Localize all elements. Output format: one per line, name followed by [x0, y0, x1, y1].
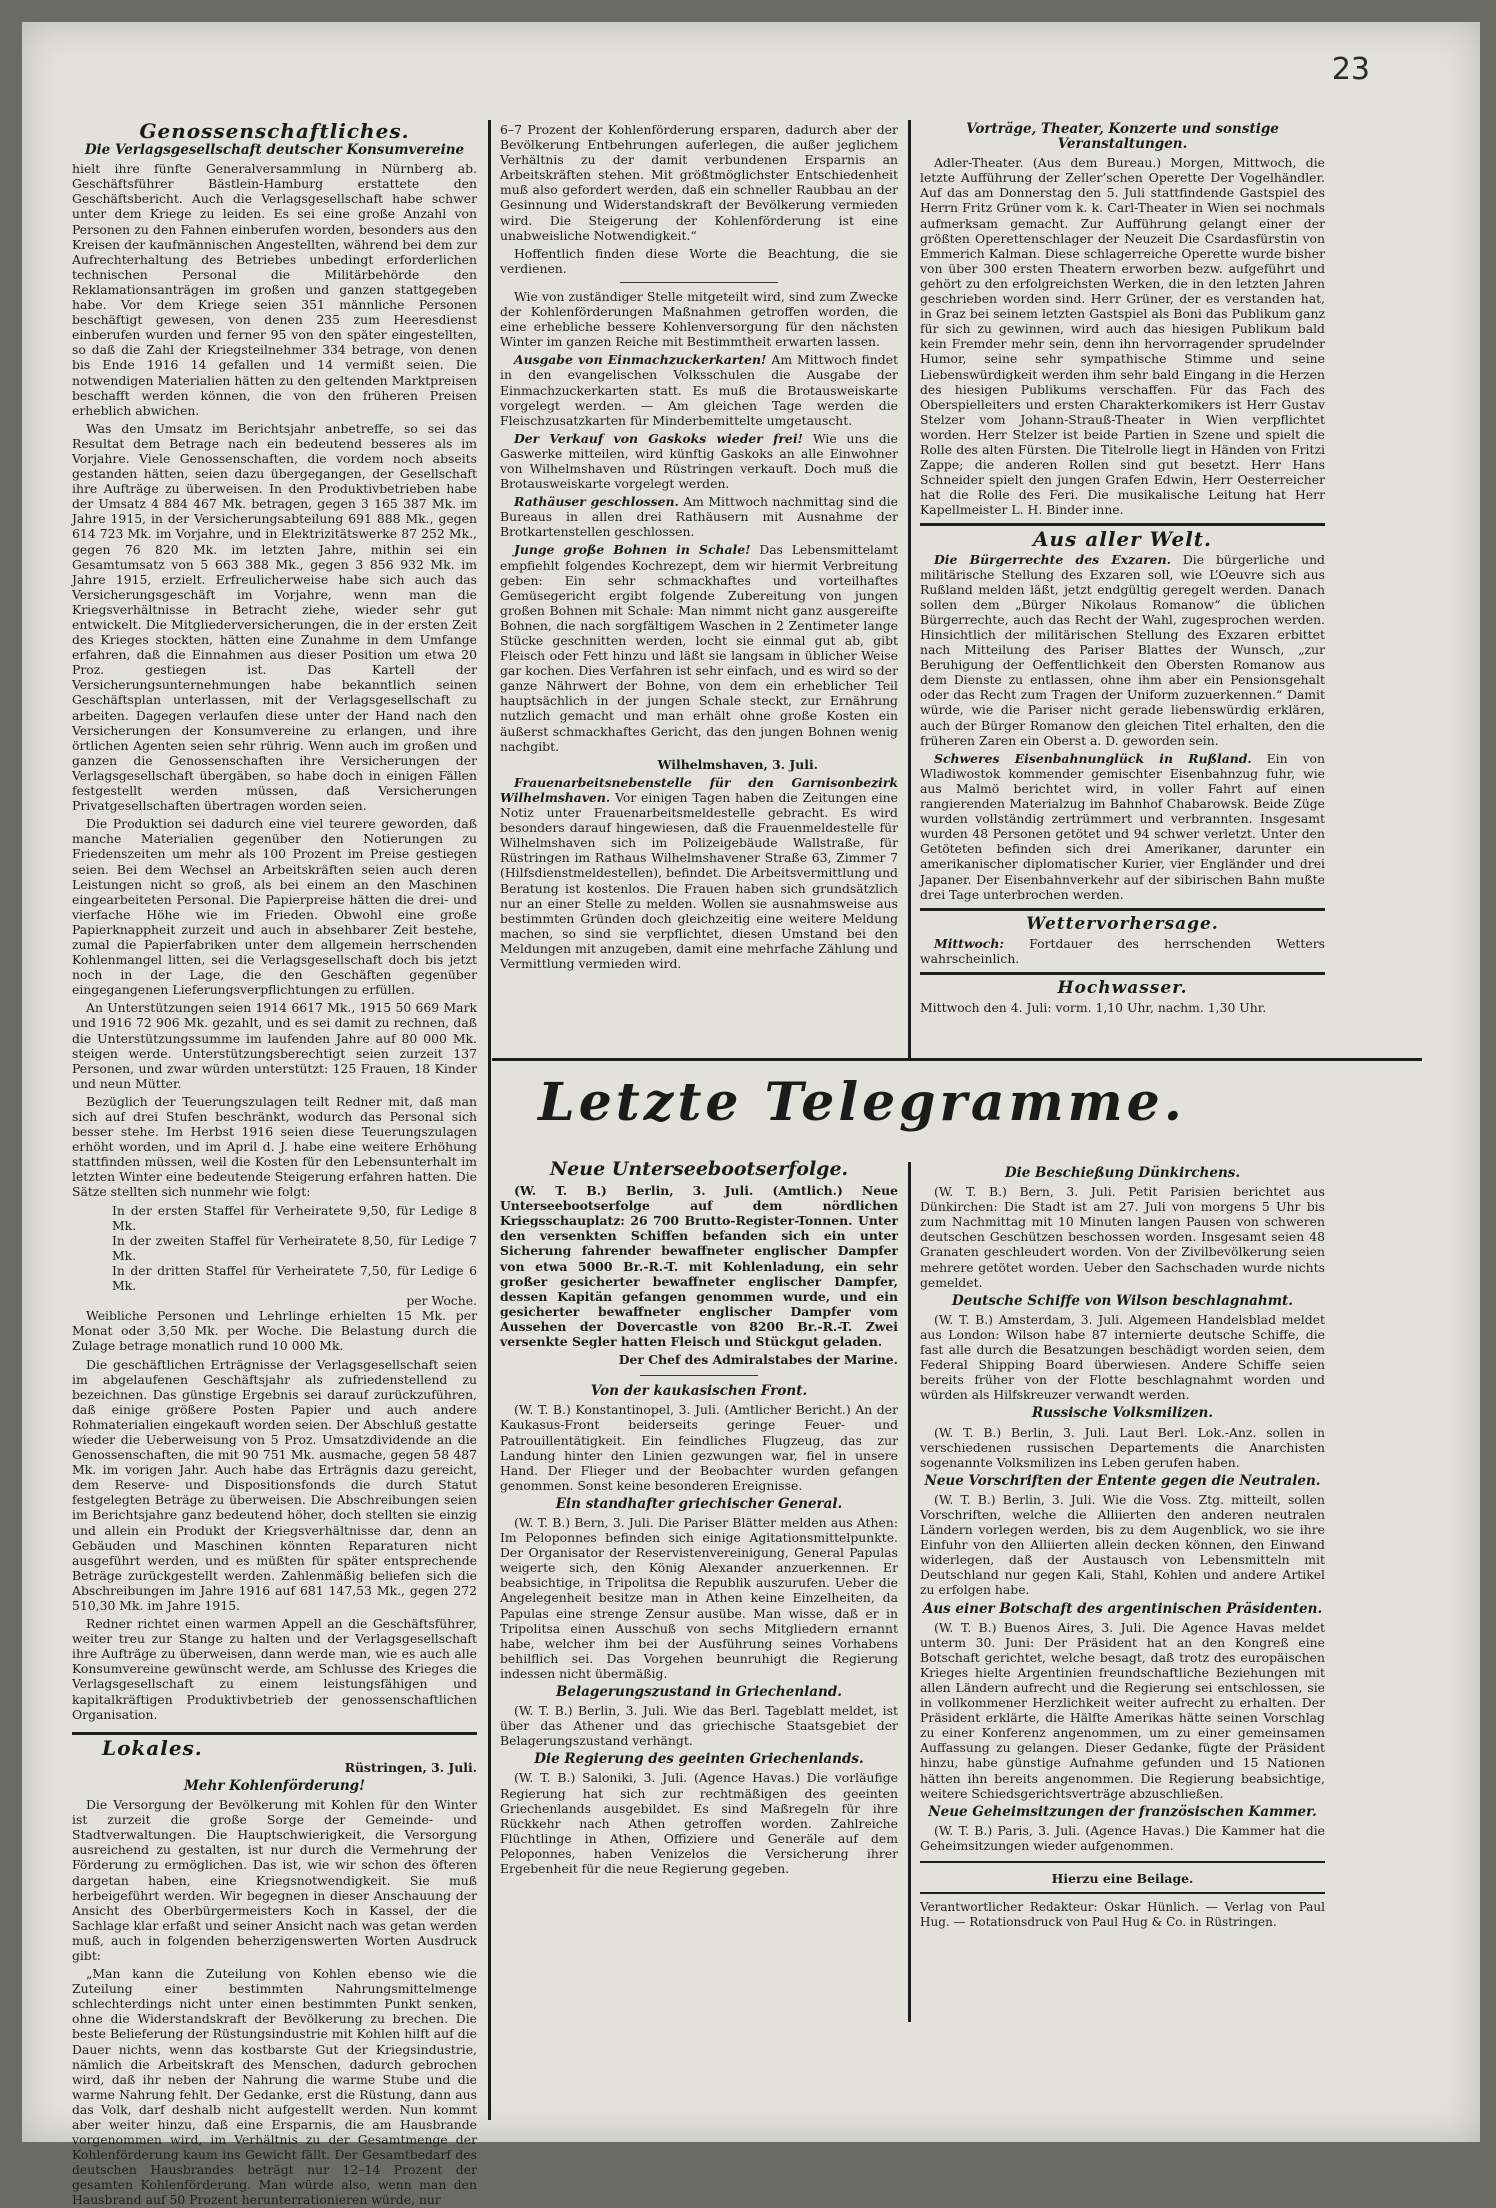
article-heading-geheimsitzungen: Neue Geheimsitzungen der französischen Kammer. [928, 1803, 1317, 1820]
article-paragraph: Bezüglich der Teuerungszulagen teilt Redner mit, daß man sich auf drei Stufen beschränkt, wodurch das Personal sich besser stehe. Im Herbst 1916 seien diese Teuerungszulagen erhöht worden, und im April d. J. habe eine weitere Erhöhung stattfinden müssen, weil die Kosten für den Lebensunterhalt im letzten Winter eine bedeutende Steigerung erfahren hatten. Die Sätze stellten sich nunmehr wie folgt: [72, 1093, 477, 1200]
article-heading-belagerung: Belagerungszustand in Griechenland. [556, 1684, 842, 1700]
section-rule [920, 1861, 1325, 1863]
notice-text: Ein von Wladiwostok kommender gemischter Eisenbahnzug fuhr, wie aus Malmö berichtet wird, in voller Fahrt auf einen rangierenden Materialzug im Bahnhof Chabarowsk. Beide Züge wurden vollständig zertrümmert und verbrannten. Insgesamt wurden 48 Personen getötet und 94 schwer verletzt. Unter den Getöteten befinden sich drei Amerikaner, darunter ein amerikanischer diplomatischer Kurier, vier Engländer und drei Japaner. Der Eisenbahnverkehr auf der sibirischen Bahn mußte drei Tage unterbrochen werden. [920, 750, 1325, 902]
weather-lead: Mittwoch: [934, 935, 1004, 951]
notice-text: Am Mittwoch findet in den evangelischen Volksschulen die Ausgabe der Einmachzuckerkarten statt. Es muß die Brotausweiskarte vorgelegt werden. — Am gleichen Tage werden die Fleischzusatzkarten für Minderbemittelte umgetauscht. [500, 352, 898, 428]
weather-forecast [920, 936, 1325, 966]
article-heading-regierung: Die Regierung des geeinten Griechenlands. [534, 1751, 864, 1768]
short-divider [640, 1375, 758, 1376]
article-eisenbahnunglueck [920, 751, 1325, 902]
article-paragraph: Was den Umsatz im Berichtsjahr anbetreffe, so sei das Resultat dem Betrage nach ein bedeutend besseres als im Vorjahre. Viele Genossenschaften, die vordem noch abseits gestanden hätten, seien dazu übergegangen, der Gesellschaft ihre Aufträge zu überweisen. In den Produktivbetrieben habe der Umsatz 4 884 467 Mk. betragen, gegen 3 165 387 Mk. im Jahre 1915, in der Versicherungsabteilung 691 888 Mk., gegen 614 723 Mk. im Vorjahre, und in Elektrizitätswerke 87 252 Mk., gegen 76 820 Mk. im letzten Jahre, mithin sei ein Gesamtumsatz von 5 663 388 Mk., gegen 3 856 932 Mk. im Jahre 1915, erzielt. Erfreulicherweise habe sich auch das Versicherungsgeschäft im Vorjahre, wenn man die Kriegsverhältnisse in Betracht ziehe, wieder sehr gut entwickelt. Die Mitgliederversicherungen, die in der ersten Zeit des Krieges stockten, hätten eine Zunahme in dem Umfange erfahren, daß die Einnahmen aus dieser Position um etwa 20 Proz. gestiegen ist. Das Kartell der Versicherungsunternehmungen habe bekanntlich seinen Geschäftsplan unterlassen, mit der Verlagsgesellschaft zu arbeiten. Dagegen verlaufen diese unter der Hand nach den Versicherungen der Konsumvereine zu erlangen, und ihre örtlichen Agenten seien sehr rührig. Wenn auch im großen und ganzen die Genossenschaften ihre Versicherungen der Verlagsgesellschaft übergäben, so habe doch in einigen Fällen festgestellt werden müssen, daß Versicherungen Privatgesellschaften übertragen worden seien. [72, 420, 477, 814]
hochwasser-times: Mittwoch den 4. Juli: vorm. 1,10 Uhr, nachm. 1,30 Uhr. [920, 1000, 1267, 1016]
section-rule [920, 908, 1325, 911]
notice-text: Das Lebensmittelamt empfiehlt folgendes Kochrezept, dem wir hiermit Verbreitung geben: Ein sehr schmackhaftes und vorteilhaftes Gemüsegericht ergibt folgende Zubereitung von jungen großen Bohnen mit Schale: Man nimmt nicht ganz ausgereifte Bohnen, die nach sorgfältigem Waschen in 2 Zentimeter lange Stücke geschnitten werden, locht sie einmal gut ab, gibt Fleisch oder Fett hinzu und läßt sie langsam in üblicher Weise gar kochen. Dies Verfahren ist sehr einfach, und es wird so der ganze Nährwert der Bohne, von dem ein erheblicher Teil hauptsächlich in der jungen Schale steckt, zur Ernährung nutzlich gemacht und man erhält ohne große Kosten ein äußerst schmackhaftes Gericht, das den jungen Bohnen wenig nachgibt. [500, 542, 898, 754]
page-number: 23 [1331, 52, 1370, 87]
notice-bohnen [500, 542, 898, 753]
newspaper-page [22, 22, 1480, 2208]
column-1 [72, 119, 477, 2208]
article-paragraph: Wie von zuständiger Stelle mitgeteilt wird, sind zum Zwecke der Kohlenförderungen Maßnahmen getroffen worden, die eine erhebliche bessere Kohlenversorgung für den nächsten Winter im ganzen Reiche mit Bestimmtheit erwarten lassen. [500, 288, 898, 350]
article-heading-unterseeboote: Neue Unterseebootserfolge. [549, 1158, 849, 1180]
notice-lead: Rathäuser geschlossen. [514, 494, 679, 510]
staffel-line: In der dritten Staffel für Verheiratete 7,50, für Ledige 6 Mk. [112, 1262, 477, 1294]
column-3 [920, 122, 1325, 1057]
notice-lead: Die Bürgerrechte des Exzaren. [934, 551, 1171, 567]
article-paragraph: Hoffentlich finden diese Worte die Beachtung, die sie verdienen. [500, 245, 898, 276]
short-divider [620, 282, 778, 283]
dateline: Wilhelmshaven, 3. Juli. [657, 756, 818, 772]
column-rule-1 [488, 120, 491, 1060]
notice-rathaus [500, 494, 898, 539]
article-heading-argentinien: Aus einer Botschaft des argentinischen Präsidenten. [922, 1600, 1323, 1617]
section-heading-genossenschaft: Genossenschaftliches. [139, 119, 410, 143]
telegramme-top-rule [492, 1058, 1422, 1061]
article-paragraph: Die Produktion sei dadurch eine viel teurere geworden, daß manche Materialien gegenüber den Notierungen zu Friedenszeiten um mehr als 100 Prozent im Preise gestiegen seien. Bei dem Wechsel an Arbeitskräften seien auch deren Leistungen nicht so groß, als bei einem an den Maschinen eingearbeiteten Personal. Die Papierpreise hätten die drei- und vierfache Höhe wie im Frieden. Obwohl eine große Papierknappheit zurzeit und auch in absehbarer Zeit bestehe, zumal die Papierfabriken unter dem allgemein herrschenden Kohlenmangel litten, sei die Verlagsgesellschaft doch bis jetzt noch in der Lage, die den Geschäften gegenüber eingegangenen Lieferungsverpflichtungen zu erfüllen. [72, 816, 477, 998]
staffel-line: In der zweiten Staffel für Verheiratete 8,50, für Ledige 7 Mk. [112, 1232, 477, 1263]
telegramme-right-column [920, 1162, 1325, 2102]
article-heading-duenkirchen: Die Beschießung Dünkirchens. [1004, 1165, 1241, 1181]
article-paragraph: (W. T. B.) Amsterdam, 3. Juli. Algemeen Handelsblad meldet aus London: Wilson habe 87 internierte deutsche Schiffe, die fast alle durch die Besatzungen beschädigt worden seien, dem Federal Shipping Board überwiesen. Andere Schiffe seien bereits früher von der Flotte beschlagnahmt worden und würden als Hilfskreuzer verwandt werden. [920, 1311, 1325, 1403]
dateline: Rüstringen, 3. Juli. [344, 1759, 477, 1775]
article-paragraph: (W. T. B.) Paris, 3. Juli. (Agence Havas.) Die Kammer hat die Geheimsitzungen wieder aufgenommen. [920, 1822, 1325, 1853]
imprint: Verantwortlicher Redakteur: Oskar Hünlich. — Verlag von Paul Hug. — Rotationsdruck von Paul Hug & Co. in Rüstringen. [920, 1900, 1325, 1930]
notice-text: Vor einigen Tagen haben die Zeitungen eine Notiz unter Frauenarbeitsmeldestelle gebracht. Es wird besonders darauf hingewiesen, daß die Frauenmeldestelle für Wilhelmshaven sich im Polizeigebäude Wallstraße, für Rüstringen im Rathaus Wilhelmshavener Straße 63, Zimmer 7 (Hilfsdienstmeldestellen), befindet. Die Arbeitsvermittlung und Beratung ist kostenlos. Die Frauen haben sich grundsätzlich nur an einer Stelle zu melden. Wollen sie ausnahmsweise aus bestimmten Gründen doch gleichzeitig eine weitere Meldung machen, so sind sie verpflichtet, diesen Umstand bei den Meldungen mit anzugeben, damit eine mehrfache Zählung und Vermittlung vermieden wird. [500, 789, 898, 971]
article-paragraph: Adler-Theater. (Aus dem Bureau.) Morgen, Mittwoch, die letzte Aufführung der Zeller’schen Operette Der Vogelhändler. Auf das am Donnerstag den 5. Juli stattfindende Gastspiel des Herrn Fritz Grüner vom k. k. Carl-Theater in Wien sei nochmals aufmerksam gemacht. Zur Aufführung gelangt einer der größten Operettenschlager der Neuzeit Die Csardasfürstin von Emmerich Kalman. Diese schlagerreiche Operette wurde bisher von über 300 ersten Theatern erworben bezw. aufgeführt und gehört zu den erfolgreichsten Werken, die in den letzten Jahren geschrieben worden sind. Herr Grüner, der es verstanden hat, in Graz bei seinem letzten Gastspiel als Boni das Publikum ganz für sich zu gewinnen, wird auch das hiesigen Publikum bald kein Fremder mehr sein, denn ihn hervorragender sprudelnder Humor, seine sehr sympathische Stimme und seine Liebenswürdigkeit werden ihm sehr bald Eingang in die Herzen des hiesigen Publikums verschaffen. Für das Fach des Oberspielleiters und ersten Charakterkomikers ist Herr Gustav Stelzer vom Johann-Strauß-Theater in Wien verpflichtet worden. Herr Stelzer ist beide Partien in Szene und spielt die Rolle des alten Fürsten. Die Titelrolle liegt in Händen von Fritzi Zappe; die anderen Rollen sind gut besetzt. Herr Hans Schneider spielt den jungen Grafen Edwin, Herr Oesterreicher hat die Rolle des Feri. Die musikalische Leitung hat Herr Kapellmeister L. H. Binder inne. [920, 155, 1325, 518]
notice-einmachzucker [500, 352, 898, 427]
column-rule-1b [488, 1060, 491, 2120]
beilage-note: Hierzu eine Beilage. [1051, 1871, 1194, 1887]
notice-lead: Schweres Eisenbahnunglück in Rußland. [934, 750, 1252, 766]
article-signature: Der Chef des Admiralstabes der Marine. [618, 1352, 898, 1368]
notice-lead: Junge große Bohnen in Schale! [514, 542, 751, 558]
article-paragraph: (W. T. B.) Berlin, 3. Juli. (Amtlich.) Neue Unterseebootserfolge auf dem nördlichen Kriegsschauplatz: 26 700 Brutto-Register-Tonnen. Unter den versenkten Schiffen befanden sich ein unter Sicherung fahrender bewaffneter englischer Dampfer von etwa 5000 Br.-R.-T. mit Kohlenladung, ein sehr großer gesicherter bewaffneter englischer Dampfer, dessen Kapitän gefangen genommen wurde, und ein gesicherter bewaffneter englischer Dampfer vom Aussehen der Dovercastle von 8200 Br.-R.-T. Zwei versenkte Segler hatten Fleisch und Stückgut geladen. [500, 1183, 898, 1350]
notice-text: Wie uns die Gaswerke mitteilen, wird künftig Gaskoks an alle Einwohner von Wilhelmshaven und Rüstringen verkauft. Doch muß die Brotausweiskarte vorgelegt werden. [500, 430, 898, 492]
article-paragraph: Die geschäftlichen Erträgnisse der Verlagsgesellschaft seien im abgelaufenen Geschäftsjahr als zufriedenstellend zu bezeichnen. Das günstige Ergebnis sei darauf zurückzuführen, daß einige größere Posten Papier und auch andere Rohmaterialien eingekauft worden seien. Der Abschluß gestatte wieder die Ueberweisung von 5 Proz. Umsatzdividende an die Genossenschaften, die mit 90 751 Mk. ausmache, gegen 58 487 Mk. im vorigen Jahr. Auch habe das Erträgnis dazu gereicht, dem Reserve- und Dispositionsfonds die durch Statut festgelegten Beträge zu überweisen. Die Abschreibungen seien im Berichtsjahre ganz bedeutend höher, doch stellten sie einzig und allein ein Produkt der Kriegsverhältnisse dar, denn an Gebäuden und Maschinen könnten Reparaturen nicht ausgeführt werden, und es müßten für später entsprechende Beträge zurückgestellt werden. Zahlenmäßig beliefen sich die Abschreibungen im Jahre 1916 auf 681 147,53 Mk., gegen 272 510,30 Mk. im Jahre 1915. [72, 1356, 477, 1613]
column-rule-2 [908, 120, 911, 1060]
section-heading-hochwasser: Hochwasser. [1057, 977, 1188, 998]
notice-lead: Der Verkauf von Gaskoks wieder frei! [514, 430, 803, 446]
notice-lead: Frauenarbeitsnebenstelle für den Garnisonbezirk Wilhelmshaven. [500, 774, 898, 805]
article-paragraph: (W. T. B.) Berlin, 3. Juli. Laut Berl. Lok.-Anz. sollen in verschiedenen russischen Departements die Anarchisten sogenannte Volksmilizen ins Leben gerufen haben. [920, 1424, 1325, 1470]
column-rule-3 [908, 1162, 911, 2022]
article-paragraph: Weibliche Personen und Lehrlinge erhielten 15 Mk. per Monat oder 3,50 Mk. per Woche. Die Belastung durch die Zulage betrage monatlich rund 10 000 Mk. [72, 1308, 477, 1354]
article-heading-schiffe: Deutsche Schiffe von Wilson beschlagnahmt. [952, 1292, 1293, 1309]
section-rule [920, 972, 1325, 975]
telegramme-title: Letzte Telegramme. [538, 1072, 1186, 1133]
section-heading-wetter: Wettervorhersage. [1026, 913, 1219, 934]
article-heading-general: Ein standhafter griechischer General. [555, 1495, 843, 1512]
staffel-line: In der ersten Staffel für Verheiratete 9,50, für Ledige 8 Mk. [112, 1202, 477, 1233]
section-heading-aus-aller-welt: Aus aller Welt. [1032, 527, 1212, 552]
article-paragraph: (W. T. B.) Berlin, 3. Juli. Wie die Voss. Ztg. mitteilt, sollen Vorschriften, welche die Alliierten den anderen neutralen Ländern vorlegen werden, bis zu dem Augenblick, wo sie ihre Einfuhr von den Alliierten allein decken können, den Einwand widerlegen, daß der Austausch von Lebensmitteln mit Deutschland nur gegen Kali, Stahl, Kohlen und andere Artikel zu erfolgen habe. [920, 1491, 1325, 1598]
article-paragraph: Die Versorgung der Bevölkerung mit Kohlen für den Winter ist zurzeit die große Sorge der Gemeinde- und Stadtverwaltungen. Die Hauptschwierigkeit, die Versorgung ausreichend zu gestalten, ist nur durch die Vermehrung der Förderung zu ermöglichen. Das ist, wie wir schon des öfteren dargetan haben, eine Kriegsnotwendigkeit. Sie muß herbeigeführt werden. Wir begegnen in dieser Anschauung der Ansicht des Oberbürgermeisters Koch in Kassel, der die Sachlage klar erfaßt und seiner Ansicht nach was getan werden muß, auch in folgenden beherzigenswerten Worten Ausdruck gibt: [72, 1797, 477, 1963]
article-paragraph: „Man kann die Zuteilung von Kohlen ebenso wie die Zuteilung einer bestimmten Nahrungsmittelmenge schlechterdings nicht unter einen bestimmten Punkt senken, ohne die Widerstandskraft der Bevölkerung zu brechen. Die beste Belieferung der Rüstungsindustrie mit Kohlen hilft auf die Dauer nichts, wenn das kostbarste Gut der Kriegsindustrie, nämlich die Arbeitskraft des Menschen, dadurch gebrochen wird, daß ihr neben der Nahrung die warme Stube und die warme Nahrung fehlt. Der Gedanke, erst die Rüstung, dann aus das Volk, darf deshalb nicht aufgestellt werden. Nun kommt aber weiter hinzu, daß eine Ersparnis, die am Hausbrande vorgenommen wird, im Verhältnis zu der Gesamtmenge der Kohlenförderung kaum ins Gewicht fällt. Der Gesamtbedarf des deutschen Hausbrandes beträgt nur 12–14 Prozent der gesamten Kohlenförderung. Man würde also, wenn man den Hausbrand auf 50 Prozent herunterrationieren würde, nur [72, 1966, 477, 2208]
article-paragraph: (W. T. B.) Bern, 3. Juli. Die Pariser Blätter melden aus Athen: Im Peloponnes befinden sich einige Agitationsmittelpunkte. Der Organisator der Reservistenvereinigung, General Papulas weigerte sich, den König Alexander anzuerkennen. Er beabsichtige, in Tripolitsa die Republik auszurufen. Ueber die Angelegenheit besitze man in Athen keine Einzelheiten, da Papulas eine strenge Zensur ausübe. Man wisse, daß er in Tripolitsa einen Ausschuß von sechs Mitgliedern ernannt habe, welcher ihm bei der Ausführung seines Vorhabens behilflich sei. Das Vorgehen beunruhigt die Regierung indessen nicht übermäßig. [500, 1514, 898, 1681]
article-paragraph: Redner richtet einen warmen Appell an die Geschäftsführer, weiter treu zur Stange zu halten und der Verlagsgesellschaft ihre Aufträge zu überweisen, dann werde man, wie es auch alle Konsumvereine gewünscht werde, am Schlusse des Krieges die Verlagsgesellschaft zu einem leistungsfähigen und kapitalkräftigen Produktivbetrieb der genossenschaftlichen Organisation. [72, 1616, 477, 1722]
article-heading-kohlenfoerderung: Mehr Kohlenförderung! [183, 1777, 365, 1794]
article-paragraph: 6–7 Prozent der Kohlenförderung ersparen, dadurch aber der Bevölkerung Entbehrungen auferlegen, die außer jeglichem Verhältnis zu der damit verbundenen Ersparnis an Arbeitskräften stehen. Mit größtmöglichster Entschiedenheit muß also gefordert werden, daß ein schneller Raubbau an der Gesinnung und Widerstandskraft der Bevölkerung vermieden wird. Die Steigerung der Kohlenförderung ist eine unabweisliche Notwendigkeit.“ [500, 122, 898, 243]
section-rule [920, 1892, 1325, 1894]
section-rule [920, 523, 1325, 526]
article-paragraph: An Unterstützungen seien 1914 6617 Mk., 1915 50 669 Mark und 1916 72 906 Mk. gezahlt, und es sei damit zu rechnen, daß die Unterstützungssumme im laufenden Jahre auf 80 000 Mk. steigen werde. Unterstützungsberechtigt seien zurzeit 137 Personen, und zwar würden unterstützt: 125 Frauen, 18 Kinder und neun Mütter. [72, 1000, 477, 1091]
article-paragraph: (W. T. B.) Saloniki, 3. Juli. (Agence Havas.) Die vorläufige Regierung hat sich zur rechtmäßigen des geeinten Griechenlands ausgebildet. Es sind Maßregeln für ihre Rückkehr nach Athen getroffen worden. Zahlreiche Flüchtlinge in Athen, Offiziere und Generäle auf dem Peloponnes, haben Venizelos die Versicherung ihrer Ergebenheit für die neue Regierung gegeben. [500, 1770, 898, 1877]
article-paragraph: hielt ihre fünfte Generalversammlung in Nürnberg ab. Geschäftsführer Bästlein-Hamburg erstattete den Geschäftsbericht. Auch die Verlagsgesellschaft habe schwer unter dem Kriege zu leiden. Es sei eine große Anzahl von Personen zu den Fahnen einberufen worden, besonders aus den Kreisen der kaufmännischen Angestellten, während bei dem zur Aufrechterhaltung des Betriebes unbedingt erforderlichen technischen Personal die Militärbehörde den Reklamationsanträgen im großen und ganzen stattgegeben habe. Vor dem Kriege seien 351 männliche Personen beschäftigt gewesen, von denen 235 zum Heeresdienst einberufen wurden und ferner 95 von den später eingestellten, so daß die Zahl der Kriegsteilnehmer 334 betrage, von denen bis Ende 1916 14 gefallen und 14 vermißt seien. Die notwendigen Materialien hätten zu den geltenden Marktpreisen beschafft werden können, die von den früheren Preisen erheblich abwichen. [72, 161, 477, 418]
article-buergerrechte [920, 552, 1325, 748]
article-heading-vorschriften: Neue Vorschriften der Entente gegen die Neutralen. [924, 1472, 1321, 1489]
article-heading-volksmilizen: Russische Volksmilizen. [1031, 1405, 1214, 1422]
column-2 [500, 122, 898, 1057]
notice-lead: Ausgabe von Einmachzuckerkarten! [514, 352, 767, 368]
staffel-per-woche: per Woche. [406, 1293, 477, 1309]
section-heading-lokales: Lokales. [102, 1735, 203, 1760]
section-rule [72, 1732, 477, 1735]
article-paragraph: (W. T. B.) Bern, 3. Juli. Petit Parisien berichtet aus Dünkirchen: Die Stadt ist am 27. Juli von morgens 5 Uhr bis zum Nachmittag mit 10 Minuten langen Pausen von schweren deutschen Geschützen beschossen worden. Insgesamt seien 48 Granaten geschleudert worden. Von der Zivilbevölkerung seien mehrere getötet worden. Ueber den Sachschaden wurde nichts gemeldet. [920, 1184, 1325, 1290]
article-paragraph: (W. T. B.) Berlin, 3. Juli. Wie das Berl. Tageblatt meldet, ist über das Athener und das griechische Staatsgebiet der Belagerungszustand verhängt. [500, 1703, 898, 1749]
notice-gaskoks [500, 431, 898, 491]
article-heading-verlagsgesellschaft: Die Verlagsgesellschaft deutscher Konsumvereine [84, 142, 465, 159]
section-heading-vortraege: Vorträge, Theater, Konzerte und sonstige Veranstaltungen. [966, 121, 1279, 153]
teuerung-staffeln [72, 1203, 477, 1309]
weather-text: Fortdauer des herrschenden Wetters wahrscheinlich. [920, 935, 1325, 966]
telegramme-left-column [500, 1158, 898, 2102]
article-paragraph: (W. T. B.) Buenos Aires, 3. Juli. Die Agence Havas meldet unterm 30. Juni: Der Präsident hat an den Kongreß eine Botschaft gerichtet, welche besagt, daß trotz des europäischen Krieges hielte Argentinien freundschaftliche Beziehungen mit allen Ländern aufrecht und die Regierung sei entschlossen, sie in vollkommener Herzlichkeit weiter aufrecht zu erhalten. Der Präsident erklärte, die Hälfte Amerikas hätte seinen Vorschlag zu einer Konferenz angenommen, um zu einer gemeinsamen Auffassung zu gelangen. Dieser Gedanke, fügte der Präsident hinzu, habe günstige Aufnahme gefunden und 15 Nationen hätten ihn bereits angenommen. Die Regierung beabsichtige, weitere Schiedsgerichtsverträge abzuschließen. [920, 1619, 1325, 1801]
notice-text: Am Mittwoch nachmittag sind die Bureaus in allen drei Rathäusern mit Ausnahme der Brotkartenstellen geschlossen. [500, 494, 898, 540]
notice-text: Die bürgerliche und militärische Stellung des Exzaren soll, wie L’Oeuvre sich aus Rußland melden läßt, jetzt endgültig geregelt werden. Danach sollen dem „Bürger Nikolaus Romanow“ die üblichen Bürgerrechte, auch das Recht der Wahl, zugesprochen werden. Hinsichtlich der militärischen Stellung des Exzaren erbittet nach Mitteilung des Pariser Blattes der Wunsch, „zur Beruhigung der Oeffentlichkeit den Obersten Romanow aus dem Dienste zu entlassen, ohne ihm aber ein Pensionsgehalt oder das Recht zum Tragen der Uniform zuzuerkennen.“ Damit würde, wie die Pariser nicht gerade liebenswürdig erklären, auch der Bürger Romanow den gleichen Titel erhalten, den die früheren Zaren ein Oberst a. D. geworden sein. [920, 551, 1325, 748]
article-heading-kaukasus: Von der kaukasischen Front. [590, 1383, 808, 1400]
notice-frauenarbeit [500, 775, 898, 971]
article-paragraph: (W. T. B.) Konstantinopel, 3. Juli. (Amtlicher Bericht.) An der Kaukasus-Front beiderseits geringe Feuer- und Patrouillentätigkeit. Ein feindliches Flugzeug, das zur Landung hinter den Linien gezwungen war, fiel in unsere Hand. Der Flieger und der Beobachter wurden gefangen genommen. Sonst keine besonderen Ereignisse. [500, 1402, 898, 1493]
